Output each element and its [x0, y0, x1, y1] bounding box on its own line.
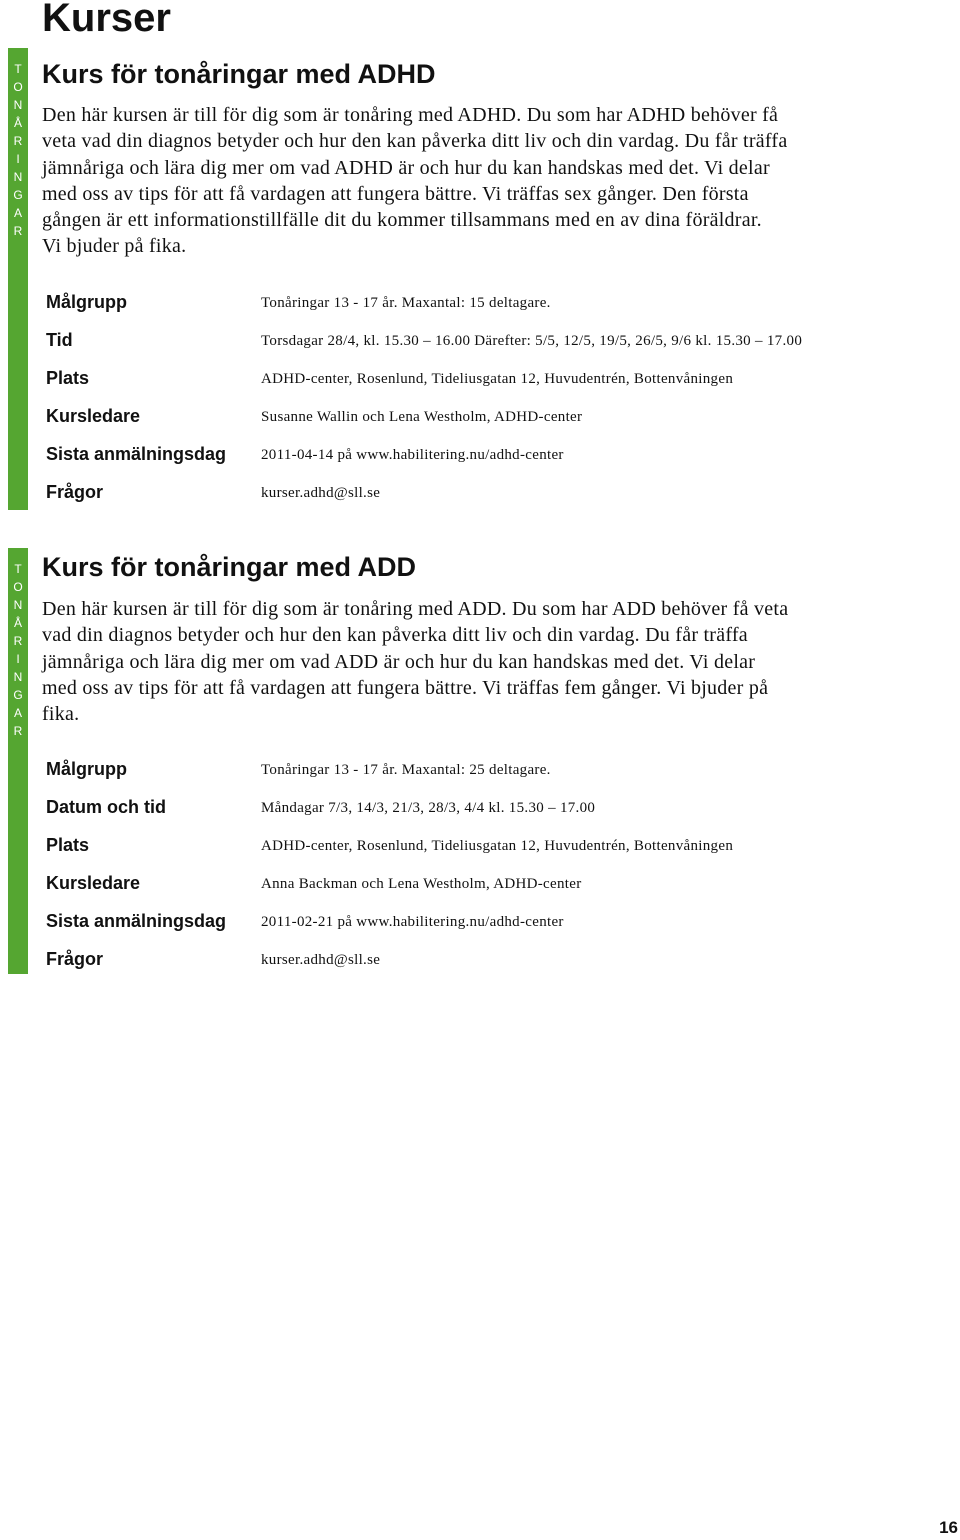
info-value: Anna Backman och Lena Westholm, ADHD-center: [261, 876, 582, 892]
description-line: Den här kursen är till för dig som är tonåring med ADD. Du som har ADD behöver få veta: [42, 598, 789, 620]
page-number: 16: [939, 1518, 958, 1537]
sidebar-letter: N: [13, 598, 23, 612]
info-value: Tonåringar 13 - 17 år. Maxantal: 25 deltagare.: [261, 762, 551, 778]
sidebar-letter: A: [13, 206, 22, 220]
page-title: Kurser: [42, 0, 171, 40]
sidebar-letter: Å: [13, 116, 22, 130]
sidebar-letter: T: [14, 562, 22, 576]
info-label: Tid: [46, 330, 73, 350]
info-label: Kursledare: [46, 406, 141, 426]
info-value: ADHD-center, Rosenlund, Tideliusgatan 12, Huvudentrén, Bottenvåningen: [261, 838, 734, 854]
description-line: jämnåriga och lära dig mer om vad ADD är och hur du kan handskas med det. Vi delar: [42, 650, 756, 673]
info-value: kurser.adhd@sll.se: [261, 485, 381, 501]
sidebar-letter: I: [16, 152, 20, 166]
course-description: [42, 596, 960, 727]
info-label: Datum och tid: [46, 797, 166, 817]
info-label: Kursledare: [46, 873, 141, 893]
info-label: Plats: [46, 368, 90, 388]
course-title: Kurs för tonåringar med ADD: [42, 552, 417, 582]
sidebar-letter: I: [16, 652, 20, 666]
sidebar-letter: O: [13, 580, 23, 594]
sidebar-letter: N: [13, 98, 23, 112]
sidebar-letter: G: [13, 688, 23, 702]
info-label: Plats: [46, 835, 90, 855]
sidebar-letter: A: [13, 706, 22, 720]
info-label: Målgrupp: [46, 292, 127, 312]
info-label: Sista anmälningsdag: [46, 911, 227, 931]
info-value: kurser.adhd@sll.se: [261, 952, 381, 968]
sidebar-label: [8, 60, 28, 240]
sidebar-label: [8, 560, 28, 740]
course-description: [42, 102, 960, 260]
description-line: med oss av tips för att få vardagen att fungera bättre. Vi träffas sex gånger. Den första: [42, 182, 749, 205]
description-line: vad din diagnos betyder och hur den kan påverka ditt liv och din vardag. Du får träffa: [42, 624, 748, 647]
sidebar-letter: R: [13, 724, 23, 738]
description-line: Den här kursen är till för dig som är tonåring med ADHD. Du som har ADHD behöver få: [42, 104, 779, 126]
sidebar-letter: R: [13, 134, 23, 148]
info-label: Frågor: [46, 949, 104, 969]
sidebar-letter: N: [13, 670, 23, 684]
description-line: veta vad din diagnos betyder och hur den kan påverka ditt liv och din vardag. Du får träffa: [42, 130, 788, 153]
description-line: gången är ett informationstillfälle dit du kommer tillsammans med en av dina föräldrar.: [42, 209, 762, 232]
info-value: Susanne Wallin och Lena Westholm, ADHD-center: [261, 409, 583, 425]
info-label: Frågor: [46, 482, 104, 502]
sidebar-band: [8, 548, 28, 974]
info-value: 2011-04-14 på www.habilitering.nu/adhd-center: [261, 447, 564, 463]
sidebar-letter: R: [13, 634, 23, 648]
description-line: fika.: [42, 703, 80, 726]
info-value: Tonåringar 13 - 17 år. Maxantal: 15 deltagare.: [261, 295, 551, 311]
info-value: ADHD-center, Rosenlund, Tideliusgatan 12, Huvudentrén, Bottenvåningen: [261, 371, 734, 387]
course-title: Kurs för tonåringar med ADHD: [42, 59, 436, 89]
info-value: 2011-02-21 på www.habilitering.nu/adhd-center: [261, 914, 564, 930]
info-value: Torsdagar 28/4, kl. 15.30 – 16.00 Därefter: 5/5, 12/5, 19/5, 26/5, 9/6 kl. 15.30 – 17.00: [261, 333, 803, 349]
sidebar-letter: T: [14, 62, 22, 76]
sidebar-letter: N: [13, 170, 23, 184]
info-value: Måndagar 7/3, 14/3, 21/3, 28/3, 4/4 kl. 15.30 – 17.00: [261, 800, 596, 816]
description-line: Vi bjuder på fika.: [42, 235, 187, 258]
description-line: jämnåriga och lära dig mer om vad ADHD är och hur du kan handskas med det. Vi delar: [42, 156, 770, 179]
sidebar-letter: Å: [13, 616, 22, 630]
sidebar-letter: O: [13, 80, 23, 94]
sidebar-letter: G: [13, 188, 23, 202]
sidebar-letter: R: [13, 224, 23, 238]
info-label: Sista anmälningsdag: [46, 444, 227, 464]
sidebar-band: [8, 48, 28, 510]
info-label: Målgrupp: [46, 759, 127, 779]
description-line: med oss av tips för att få vardagen att fungera bättre. Vi träffas fem gånger. Vi bjuder på: [42, 676, 769, 699]
